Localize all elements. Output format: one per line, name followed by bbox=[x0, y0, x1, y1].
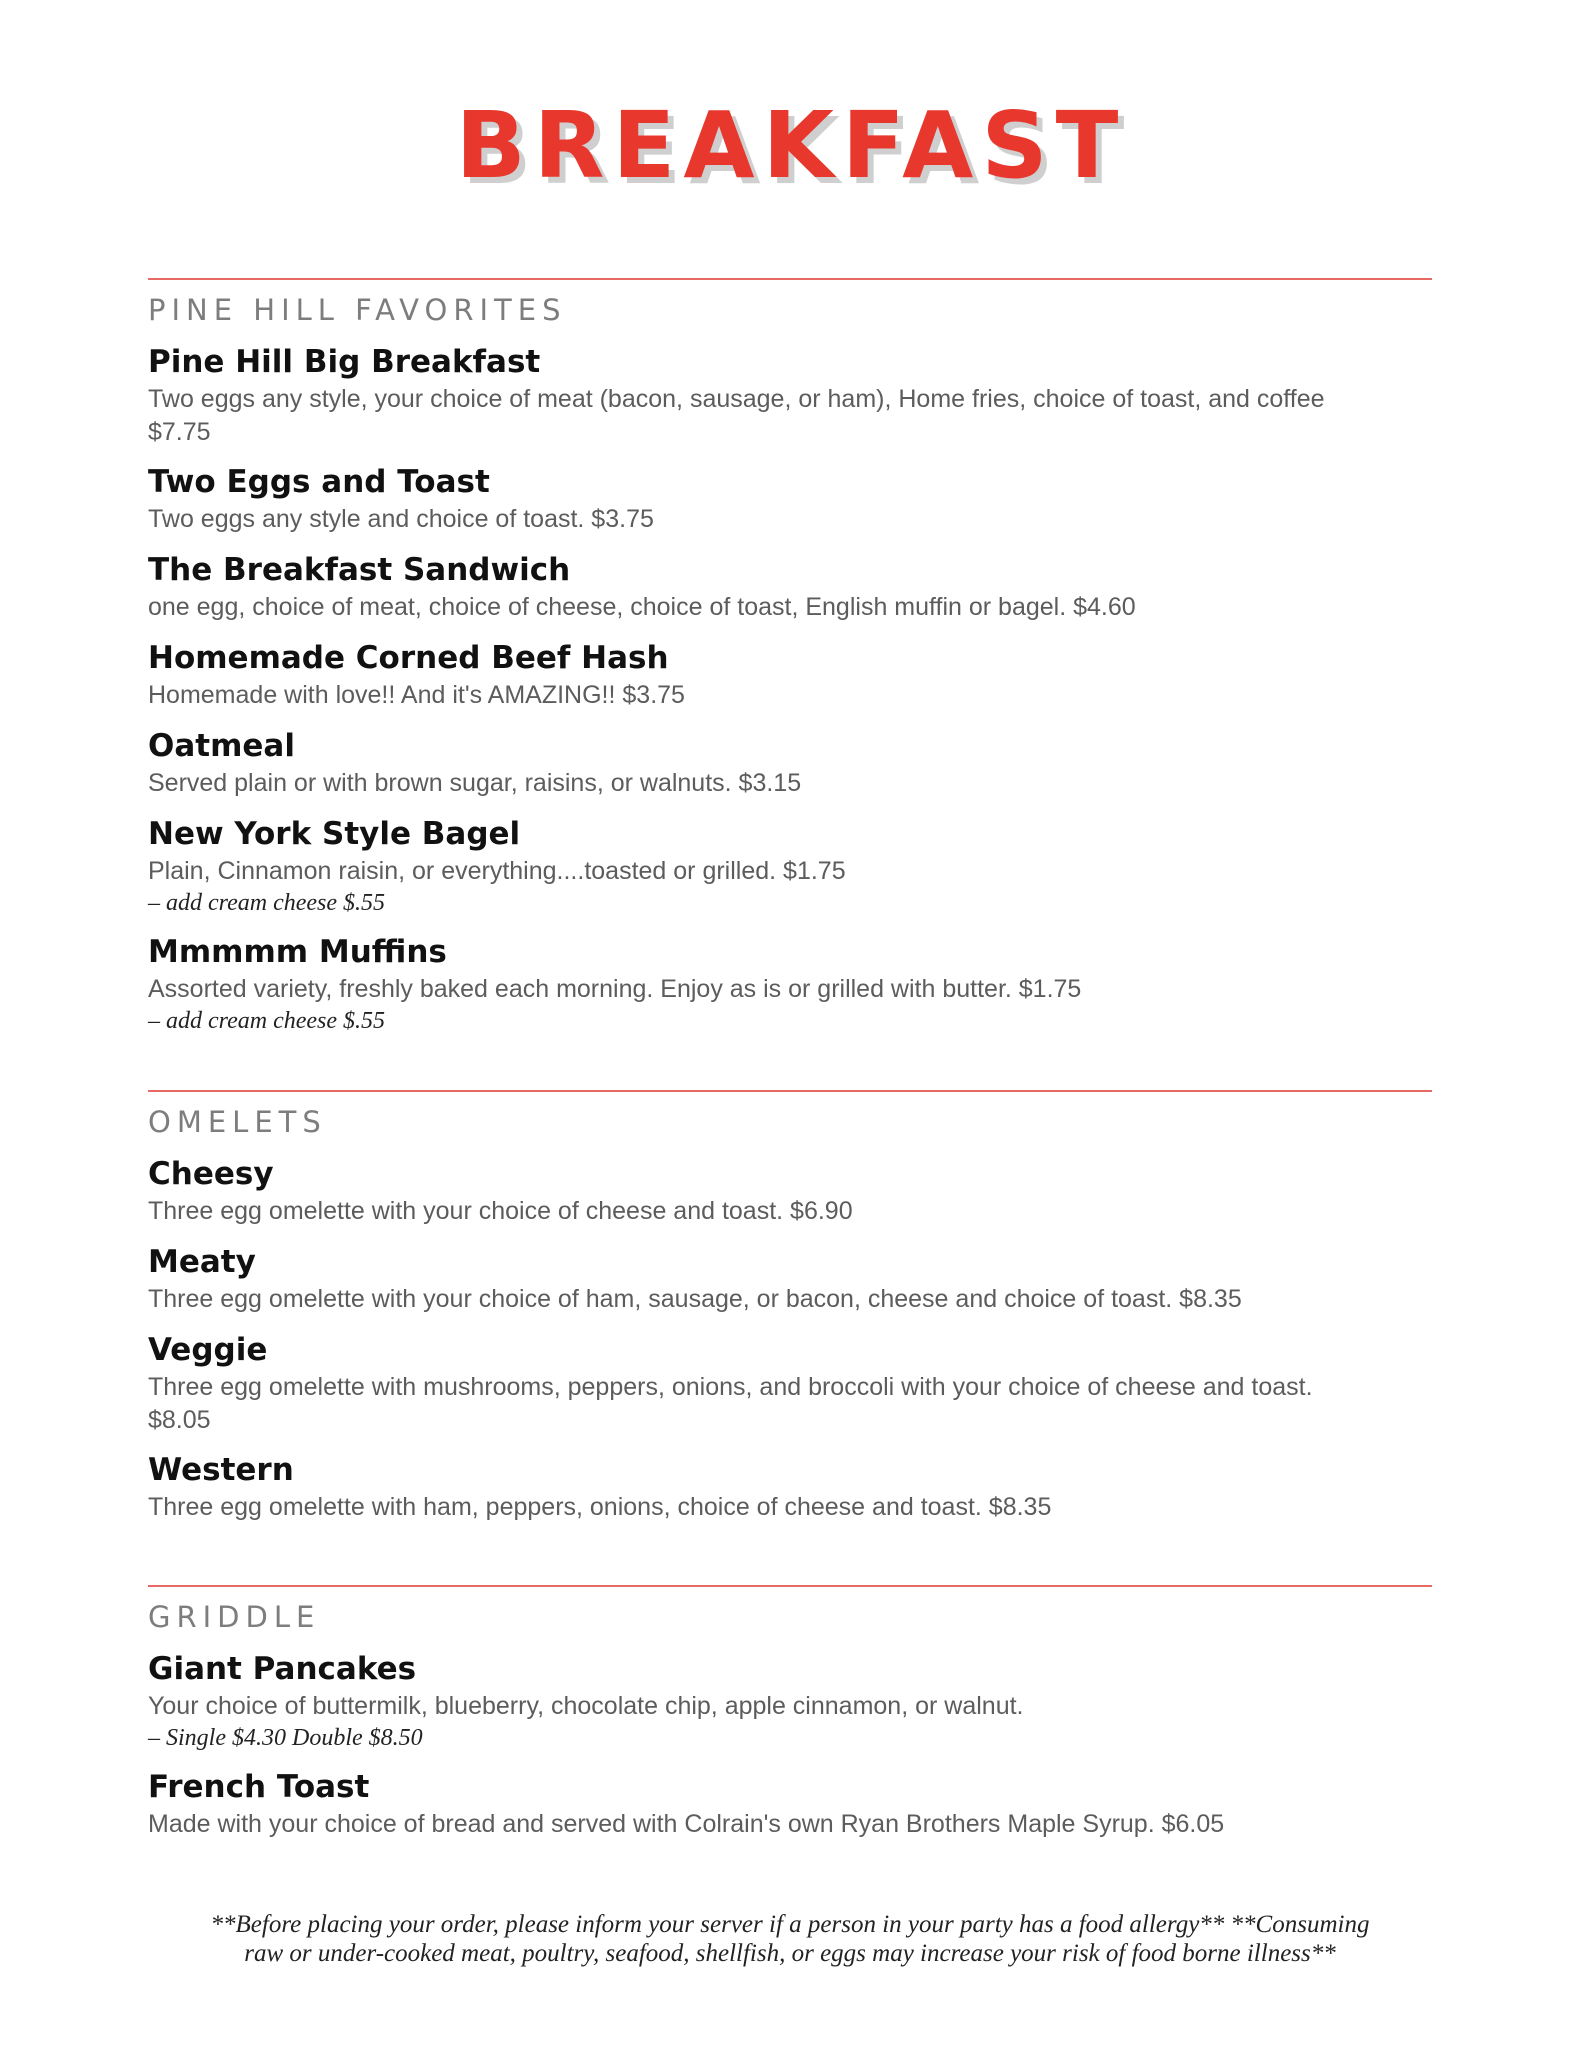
allergy-disclaimer bbox=[148, 1910, 1432, 1968]
section-omelets bbox=[148, 1090, 1432, 1524]
menu-item-addon: – Single $4.30 Double $8.50 bbox=[148, 1725, 423, 1751]
menu-item-name: Homemade Corned Beef Hash bbox=[148, 640, 669, 676]
menu-item-description: Three egg omelette with mushrooms, peppers, onions, and broccoli with your choice of cheese and toast. bbox=[148, 1373, 1313, 1401]
menu-item bbox=[148, 726, 1432, 800]
menu-item-name: The Breakfast Sandwich bbox=[148, 552, 571, 588]
menu-item-description: one egg, choice of meat, choice of cheese, choice of toast, English muffin or bagel. $4.60 bbox=[148, 593, 1136, 621]
menu-item-description: Two eggs any style, your choice of meat (bacon, sausage, or ham), Home fries, choice of toast, and coffee bbox=[148, 385, 1325, 413]
menu-item-name: New York Style Bagel bbox=[148, 816, 521, 852]
section-divider bbox=[148, 1090, 1432, 1092]
disclaimer-line: raw or under-cooked meat, poultry, seafood, shellfish, or eggs may increase your risk of food borne illness** bbox=[244, 1940, 1336, 1967]
menu-item-name: Veggie bbox=[148, 1332, 268, 1368]
section-heading: OMELETS bbox=[148, 1105, 327, 1139]
page-title: BREAKFAST bbox=[455, 92, 1127, 199]
menu-item-name: Meaty bbox=[148, 1244, 256, 1280]
menu-item-description: Homemade with love!! And it's AMAZING!! $3.75 bbox=[148, 681, 685, 709]
menu-item-description: Made with your choice of bread and served with Colrain's own Ryan Brothers Maple Syrup. $6.05 bbox=[148, 1810, 1225, 1838]
section-pine-hill-favorites bbox=[148, 278, 1432, 1036]
section-heading: GRIDDLE bbox=[148, 1600, 321, 1634]
section-griddle bbox=[148, 1585, 1432, 1841]
menu-item bbox=[148, 1154, 1432, 1228]
menu-item bbox=[148, 1242, 1432, 1316]
disclaimer-line: **Before placing your order, please inform your server if a person in your party has a food allergy** **Consuming bbox=[210, 1911, 1370, 1938]
menu-item-name: Two Eggs and Toast bbox=[148, 464, 490, 500]
menu-item bbox=[148, 932, 1432, 1036]
menu-item-description: Two eggs any style and choice of toast. $3.75 bbox=[148, 505, 654, 533]
menu-item-description: Three egg omelette with your choice of ham, sausage, or bacon, cheese and choice of toast. $8.35 bbox=[148, 1285, 1242, 1313]
menu-item-addon: – add cream cheese $.55 bbox=[148, 890, 386, 916]
section-divider bbox=[148, 1585, 1432, 1587]
menu-item-name: Western bbox=[148, 1452, 294, 1488]
menu-item bbox=[148, 462, 1432, 536]
menu-item bbox=[148, 638, 1432, 712]
menu-item bbox=[148, 550, 1432, 624]
menu-item-name: Cheesy bbox=[148, 1156, 274, 1192]
menu-item-name: Giant Pancakes bbox=[148, 1651, 417, 1687]
menu-item-description: Plain, Cinnamon raisin, or everything....toasted or grilled. $1.75 bbox=[148, 857, 846, 885]
menu-item bbox=[148, 342, 1432, 448]
menu-item-description: Served plain or with brown sugar, raisins, or walnuts. $3.15 bbox=[148, 769, 802, 797]
menu-item-name: Mmmmm Muffins bbox=[148, 934, 447, 970]
menu-item-description: Three egg omelette with your choice of cheese and toast. $6.90 bbox=[148, 1197, 853, 1225]
menu-item bbox=[148, 1330, 1432, 1436]
menu-item-description: Assorted variety, freshly baked each morning. Enjoy as is or grilled with butter. $1.75 bbox=[148, 975, 1082, 1003]
menu-item-addon: – add cream cheese $.55 bbox=[148, 1008, 386, 1034]
menu-item-price: $8.05 bbox=[148, 1406, 211, 1434]
menu-item-price: $7.75 bbox=[148, 418, 211, 446]
menu-item bbox=[148, 1649, 1432, 1753]
menu-item-description: Three egg omelette with ham, peppers, onions, choice of cheese and toast. $8.35 bbox=[148, 1493, 1052, 1521]
menu-item bbox=[148, 1450, 1432, 1524]
menu-item bbox=[148, 814, 1432, 918]
menu-item-description: Your choice of buttermilk, blueberry, chocolate chip, apple cinnamon, or walnut. bbox=[148, 1692, 1024, 1720]
menu-item-name: French Toast bbox=[148, 1769, 370, 1805]
section-heading: PINE HILL FAVORITES bbox=[148, 293, 567, 327]
section-divider bbox=[148, 278, 1432, 280]
menu-item-name: Oatmeal bbox=[148, 728, 295, 764]
menu-item-name: Pine Hill Big Breakfast bbox=[148, 344, 541, 380]
menu-item bbox=[148, 1767, 1432, 1841]
